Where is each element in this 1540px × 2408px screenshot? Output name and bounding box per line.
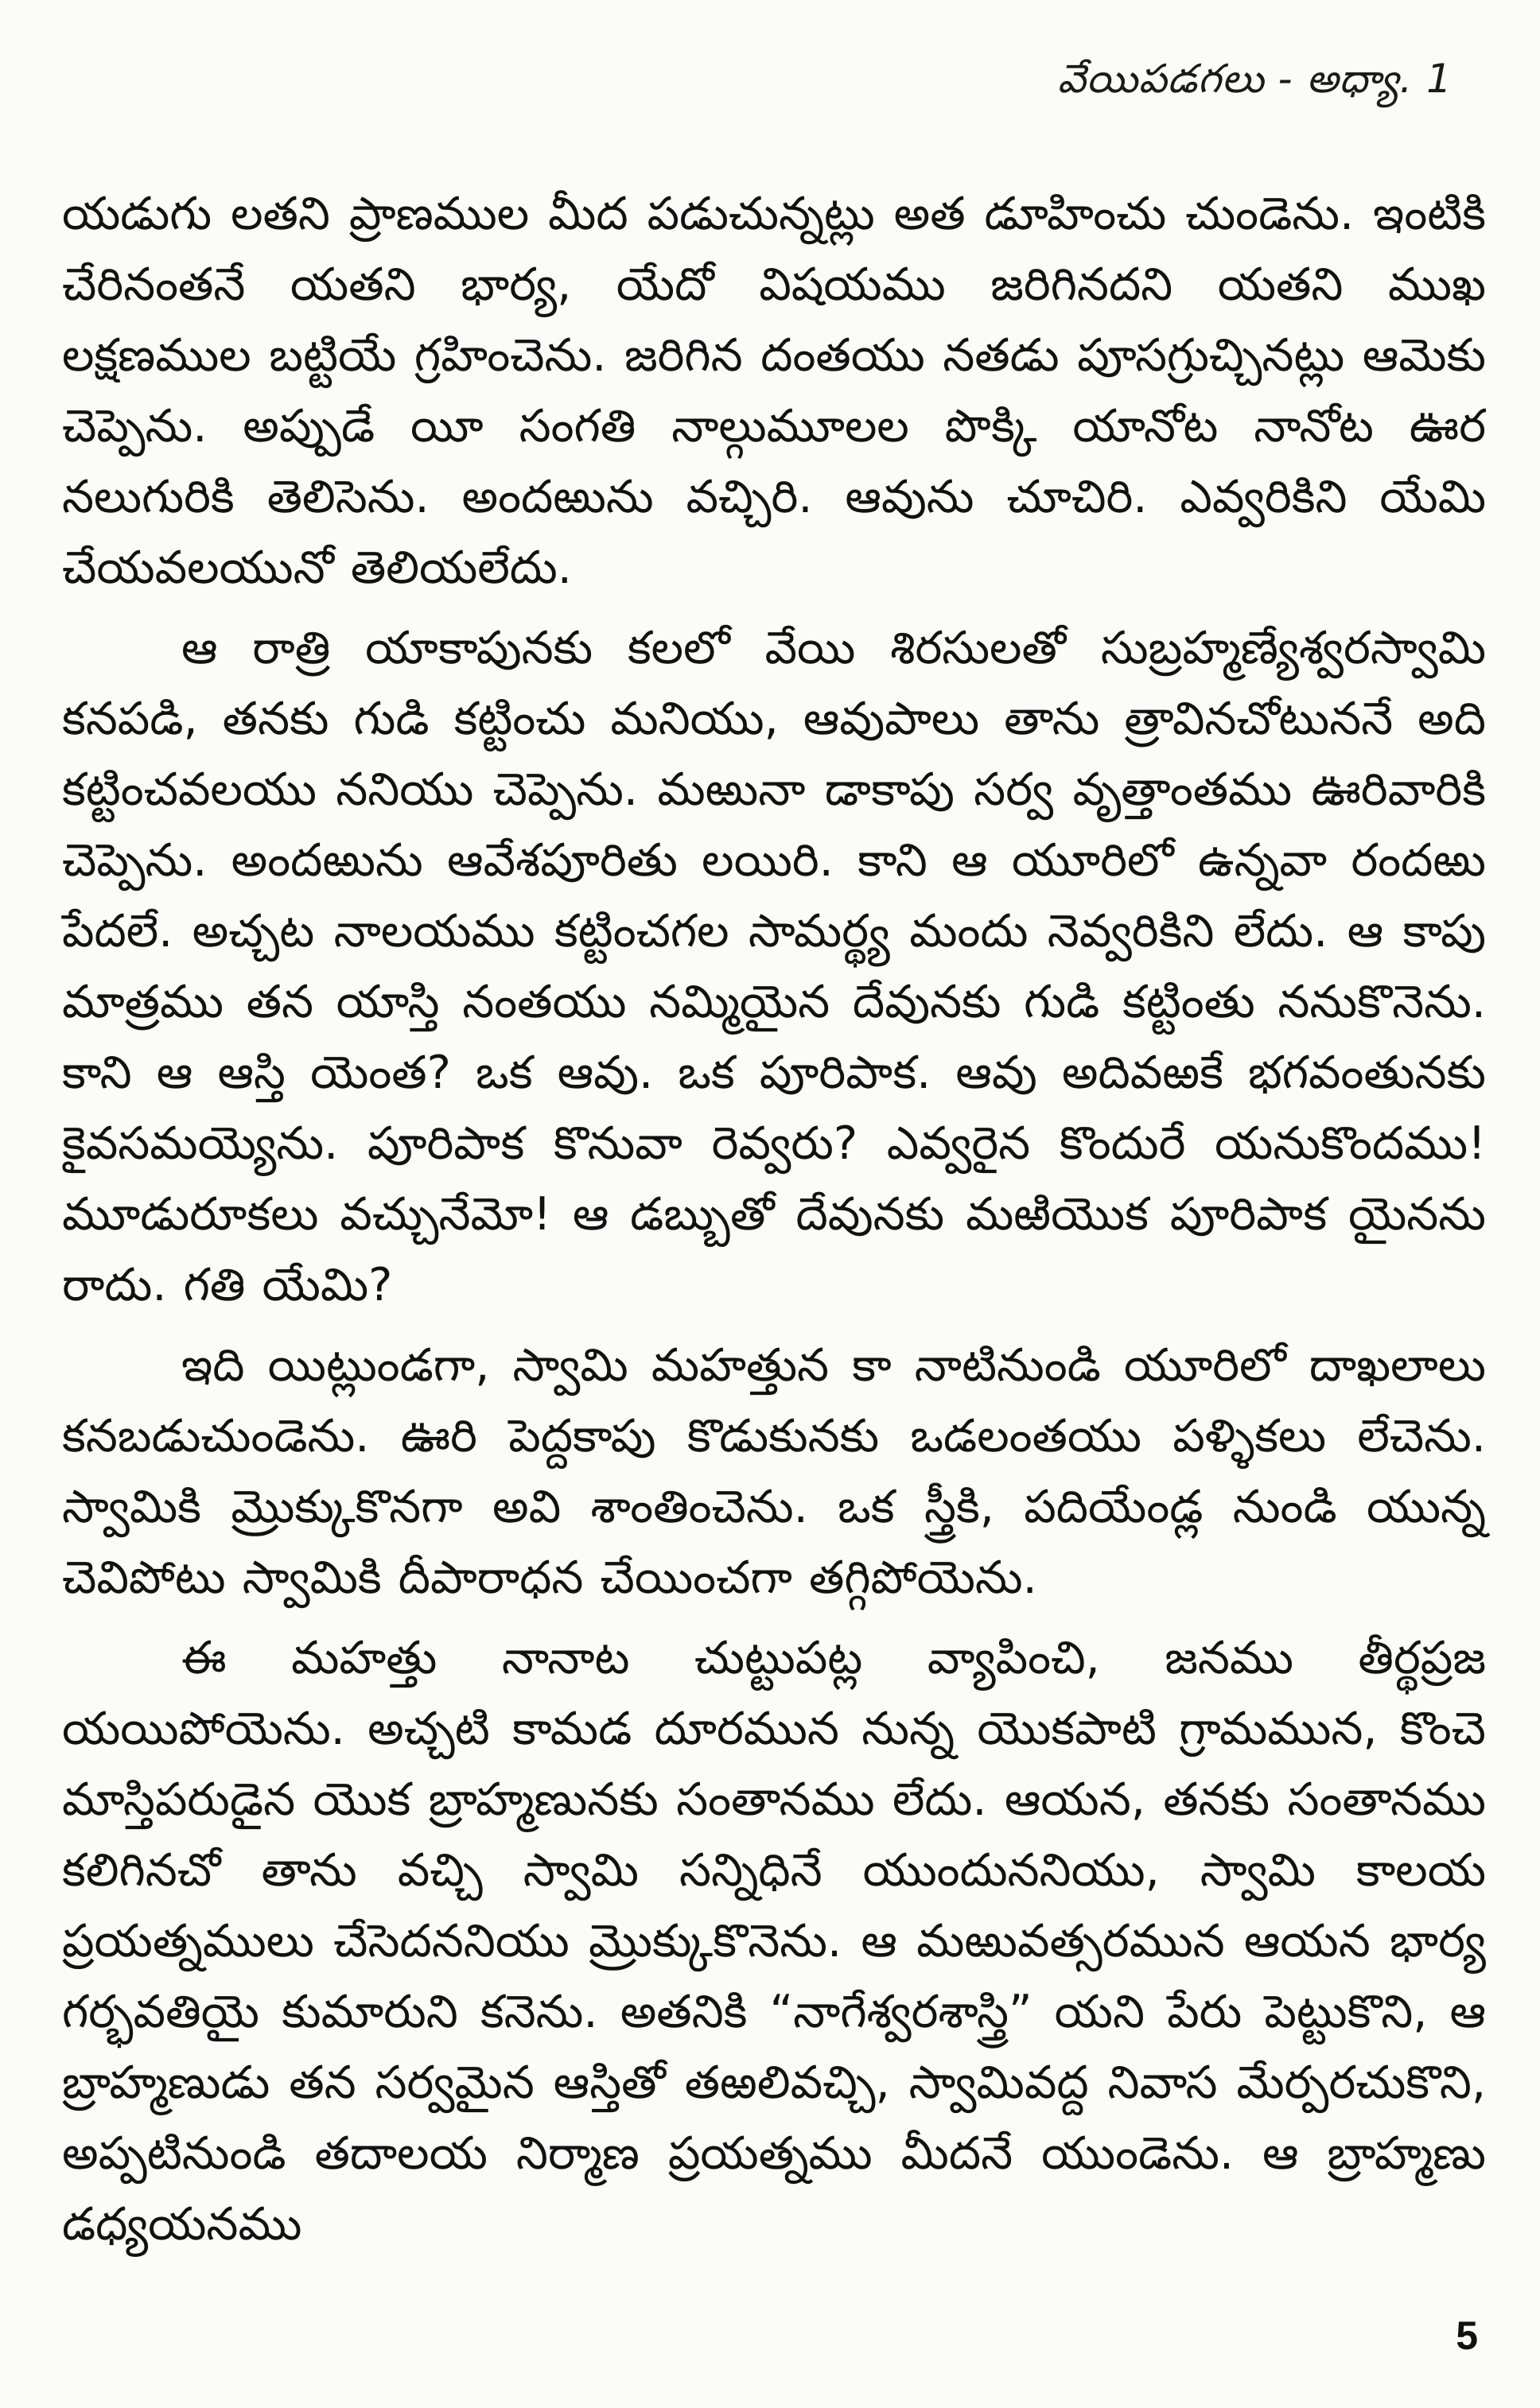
running-header: వేయిపడగలు - అధ్యా. 1 — [1057, 56, 1452, 102]
page-number: 5 — [1456, 2313, 1478, 2358]
paragraph-2: ఆ రాత్రి యాకాపునకు కలలో వేయి శిరసులతో సుబ్రహ్మణ్యేశ్వరస్వామి కనపడి, తనకు గుడి కట్టించు మనియు, ఆవుపాలు తాను త్రావినచోటుననే అది కట్టించవలయు ననియు చెప్పెను. మఱునా డాకాపు సర్వ వృత్తాంతము ఊరివారికి చెప్పెను. అందఱును ఆవేశపూరితు లయిరి. కాని ఆ యూరిలో ఉన్నవా రందఱు పేదలే. అచ్చట నాలయము కట్టించగల సామర్థ్య మందు నెవ్వరికిని లేదు. ఆ కాపు మాత్రము తన యాస్తి నంతయు నమ్మియైన దేవునకు గుడి కట్టింతు ననుకొనెను. కాని ఆ ఆస్తి యెంత? ఒక ఆవు. ఒక పూరిపాక. ఆవు అదివఱకే భగవంతునకు కైవసమయ్యెను. పూరిపాక కొనువా రెవ్వరు? ఎవ్వరైన కొందురే యనుకొందము! మూడురూకలు వచ్చునేమో! ఆ డబ్బుతో దేవునకు మఱియొక పూరిపాక యైనను రాదు. గతి యేమి? — [62, 622, 1486, 1311]
paragraph-4: ఈ మహత్తు నానాట చుట్టుపట్ల వ్యాపించి, జనము తీర్థప్రజ యయిపోయెను. అచ్చటి కామడ దూరమున నున్న యొకపాటి గ్రామమున, కొంచె మాస్తిపరుడైన యొక బ్రాహ్మణునకు సంతానము లేదు. ఆయన, తనకు సంతానము కలిగినచో తాను వచ్చి స్వామి సన్నిధినే యుందుననియు, స్వామి కాలయ ప్రయత్నములు చేసెదననియు మ్రొక్కుకొనెను. ఆ మఱువత్సరమున ఆయన భార్య గర్భవతియై కుమారుని కనెను. అతనికి “నాగేశ్వరశాస్త్రి” యని పేరు పెట్టుకొని, ఆ బ్రాహ్మణుడు తన సర్వమైన ఆస్తితో తఱలివచ్చి, స్వామివద్ద నివాస మేర్పరచుకొని, అప్పటినుండి తదాలయ నిర్మాణ ప్రయత్నము మీదనే యుండెను. ఆ బ్రాహ్మణు డధ్యయనము — [62, 1632, 1486, 2251]
paragraph-1: యడుగు లతని ప్రాణముల మీద పడుచున్నట్లు అత డూహించు చుండెను. ఇంటికి చేరినంతనే యతని భార్య, యేదో విషయము జరిగినదని యతని ముఖ లక్షణముల బట్టియే గ్రహించెను. జరిగిన దంతయు నతడు పూసగ్రుచ్చినట్లు ఆమెకు చెప్పెను. అప్పుడే యీ సంగతి నాల్గుమూలల పొక్కి యానోట నానోట ఊర నలుగురికి తెలిసెను. అందఱును వచ్చిరి. ఆవును చూచిరి. ఎవ్వరికిని యేమి చేయవలయునో తెలియలేదు. — [62, 188, 1486, 594]
paragraph-3: ఇది యిట్లుండగా, స్వామి మహత్తున కా నాటినుండి యూరిలో దాఖలాలు కనబడుచుండెను. ఊరి పెద్దకాపు కొడుకునకు ఒడలంతయు పళ్ళికలు లేచెను. స్వామికి మ్రొక్కుకొనగా అవి శాంతించెను. ఒక స్త్రీకి, పదియేండ్ల నుండి యున్న చెవిపోటు స్వామికి దీపారాధన చేయించగా తగ్గిపోయెను. — [62, 1339, 1486, 1604]
page-body — [62, 179, 1486, 2270]
